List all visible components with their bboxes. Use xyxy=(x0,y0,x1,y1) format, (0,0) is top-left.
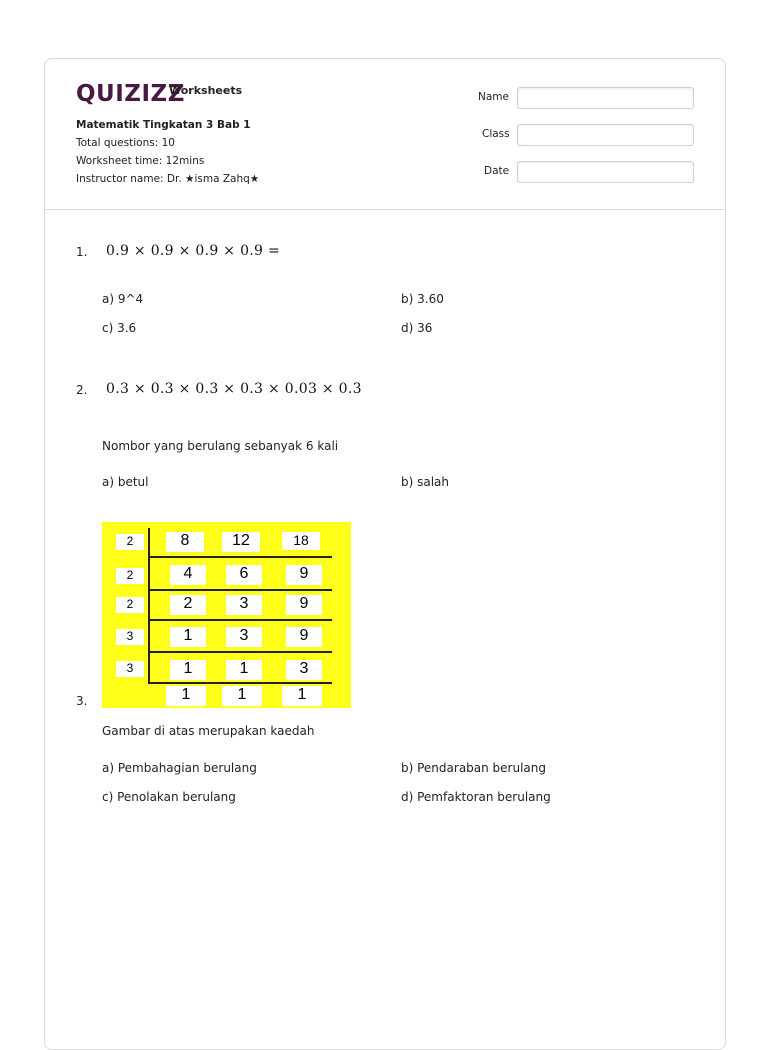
question-3-option-a: a) Pembahagian berulang xyxy=(102,761,257,775)
quotient-cell: 1 xyxy=(282,686,322,706)
quotient-cell: 1 xyxy=(170,660,206,680)
question-2-prompt: Nombor yang berulang sebanyak 6 kali xyxy=(102,439,339,453)
instructor-name: Instructor name: Dr. ★isma Zahq★ xyxy=(76,173,260,185)
question-2-option-a: a) betul xyxy=(102,475,149,489)
divisor-cell: 2 xyxy=(116,597,144,613)
worksheet-title: Matematik Tingkatan 3 Bab 1 xyxy=(76,119,251,131)
divisor-cell: 3 xyxy=(116,661,144,677)
date-field[interactable] xyxy=(517,161,694,183)
divisor-cell: 3 xyxy=(116,629,144,645)
repeated-division-image xyxy=(102,522,351,708)
question-2-expression: 0.3 × 0.3 × 0.3 × 0.3 × 0.03 × 0.3 xyxy=(106,381,362,397)
divisor-cell: 2 xyxy=(116,534,144,550)
question-3-prompt: Gambar di atas merupakan kaedah xyxy=(102,724,315,738)
quizizz-logo: QUIZIZZ xyxy=(76,81,185,107)
worksheet-header xyxy=(45,59,725,210)
question-2-number: 2. xyxy=(76,383,88,397)
question-1-option-a: a) 9^4 xyxy=(102,292,144,306)
question-3-option-b: b) Pendaraban berulang xyxy=(401,761,547,775)
division-vertical-line xyxy=(148,528,150,684)
quotient-cell: 1 xyxy=(166,686,206,706)
logo-subtitle: Worksheets xyxy=(169,84,243,97)
quotient-cell: 1 xyxy=(222,686,262,706)
quotient-cell: 3 xyxy=(226,627,262,647)
quotient-cell: 12 xyxy=(222,532,260,552)
question-3-option-d: d) Pemfaktoran berulang xyxy=(401,790,551,804)
divisor-cell: 2 xyxy=(116,568,144,584)
name-field[interactable] xyxy=(517,87,694,109)
date-label: Date xyxy=(484,165,510,177)
division-line xyxy=(150,651,332,653)
quotient-cell: 18 xyxy=(282,532,320,550)
class-field[interactable] xyxy=(517,124,694,146)
division-line xyxy=(150,619,332,621)
quotient-cell: 2 xyxy=(170,595,206,615)
class-label: Class xyxy=(482,128,510,140)
quotient-cell: 9 xyxy=(286,565,322,585)
quotient-cell: 1 xyxy=(170,627,206,647)
question-2-option-b: b) salah xyxy=(401,475,450,489)
division-line xyxy=(150,682,332,684)
quotient-cell: 6 xyxy=(226,565,262,585)
quotient-cell: 1 xyxy=(226,660,262,680)
question-1-option-c: c) 3.6 xyxy=(102,321,137,335)
total-questions: Total questions: 10 xyxy=(76,137,175,149)
quotient-cell: 8 xyxy=(166,532,204,552)
question-3-option-c: c) Penolakan berulang xyxy=(102,790,236,804)
name-label: Name xyxy=(478,91,509,103)
quotient-cell: 9 xyxy=(286,627,322,647)
worksheet-time: Worksheet time: 12mins xyxy=(76,155,205,167)
question-1-option-b: b) 3.60 xyxy=(401,292,444,306)
division-line xyxy=(150,556,332,558)
quotient-cell: 9 xyxy=(286,595,322,615)
quotient-cell: 3 xyxy=(226,595,262,615)
question-1-option-d: d) 36 xyxy=(401,321,433,335)
quotient-cell: 4 xyxy=(170,565,206,585)
question-1-expression: 0.9 × 0.9 × 0.9 × 0.9 = xyxy=(106,243,281,259)
division-line xyxy=(150,589,332,591)
question-3-number: 3. xyxy=(76,694,88,708)
quotient-cell: 3 xyxy=(286,660,322,680)
question-1-number: 1. xyxy=(76,245,88,259)
